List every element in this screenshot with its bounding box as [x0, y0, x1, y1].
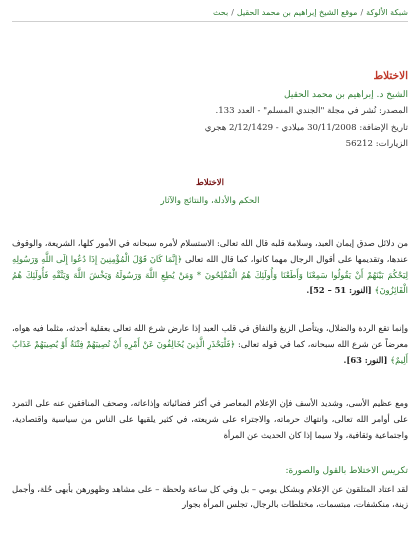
breadcrumb [12, 0, 408, 17]
quran-verse: ﴿فَلْيَحْذَرِ الَّذِينَ يُخَالِفُونَ عَنْ أَمْرِهِ أَنْ تُصِيبَهُمْ فِتْنَةٌ أَوْ يُصِيبَهُمْ عَذَابٌ أَلِيمٌ﴾ [12, 338, 408, 365]
breadcrumb-separator: / [360, 8, 364, 17]
verse-reference: [النور: 51 – 52]. [306, 285, 375, 296]
paragraph-text: من دلائل صدق إيمان العبد، وسلامة قلبه قال الله تعالى: الاستسلام لأمره سبحانه في الأمور كلها، الشريعة، والوقوف عندها، وتقديمها على أقوال الرجال مهما كانوا، كما قال الله تعالى [12, 238, 408, 264]
author-link[interactable]: الشيخ د. إبراهيم بن محمد الحقيل [284, 90, 408, 100]
paragraph-2 [12, 321, 408, 368]
article-subheading: الاختلاط [196, 178, 224, 189]
visits-count: الزيارات: 56212 [345, 139, 408, 150]
breadcrumb-link-author-site[interactable]: موقع الشيخ إبراهيم بن محمد الحقيل [236, 8, 358, 17]
section-heading: تكريس الاختلاط بالقول والصورة: [285, 465, 408, 476]
verse-reference: [النور: 63]. [343, 354, 391, 365]
paragraph-3: ومع عظيم الأسى، وشديد الأسف فإن الإعلام المعاصر في أكثر فضائياته وإذاعاته، وصحف المنافقين عنه على التمرد على أوامر الله تعالى، وانتهاك حرماته، والاجتراء على شريعته، في كثير يلقيها على الناس من سياسية واقتصادية، واجتماعية وثقافية، ولا سيما إذا كان الحديث عن المرأة [12, 398, 408, 440]
breadcrumb-link-search[interactable]: بحث [212, 8, 229, 17]
quran-verse: ﴿إِنَّمَا كَانَ قَوْلَ الْمُؤْمِنِينَ إِذَا دُعُوا إِلَى اللَّهِ وَرَسُولِهِ لِيَحْكُمَ بَيْنَهُمْ أَنْ يَقُولُوا سَمِعْنَا وَأَطَعْنَا وَأُولَئِكَ هُمُ الْمُفْلِحُونَ * وَمَنْ يُطِعِ اللَّهَ وَرَسُولَهُ وَيَخْشَ اللَّهَ وَيَتَّقْهِ فَأُولَئِكَ هُمُ الْفَائِزُونَ﴾ [12, 253, 408, 296]
page-title: الاختلاط [373, 70, 408, 82]
source-line: المصدر: نُشر في مجلة "الجندي المسلم" - العدد 133. [215, 106, 408, 116]
paragraph-1 [12, 236, 408, 299]
breadcrumb-separator: / [231, 8, 234, 17]
breadcrumb-link-home[interactable]: شبكة الألوكة [366, 8, 408, 17]
article-subtitle: الحكم والأدلة، والنتائج والآثار [160, 196, 260, 207]
paragraph-text: وإنما تقع الردة والضلال، ويتأصل الزيغ والنفاق في قلب العبد إذا عارض شرع الله تعالى بعقلية أحدثه، مثلما فيه هواه، معرضاً عن شرع الله سبحانه، كما في قوله تعالى: [12, 323, 408, 349]
header-divider [12, 21, 408, 22]
date-line: تاريخ الإضافة: 30/11/2008 ميلادي - 2/12/1429 هجري [204, 122, 408, 133]
paragraph-4: لقد اعتاد المتلقون عن الإعلام وبشكل يومي – بل وفي كل ساعة ولحظة – على مشاهد وظهورهن بأبهى حُلة، وأجمل زينة، منكشفات، مبتسمات، مختلطات بالرجال، تجلس المرأة بجوار [12, 483, 408, 510]
